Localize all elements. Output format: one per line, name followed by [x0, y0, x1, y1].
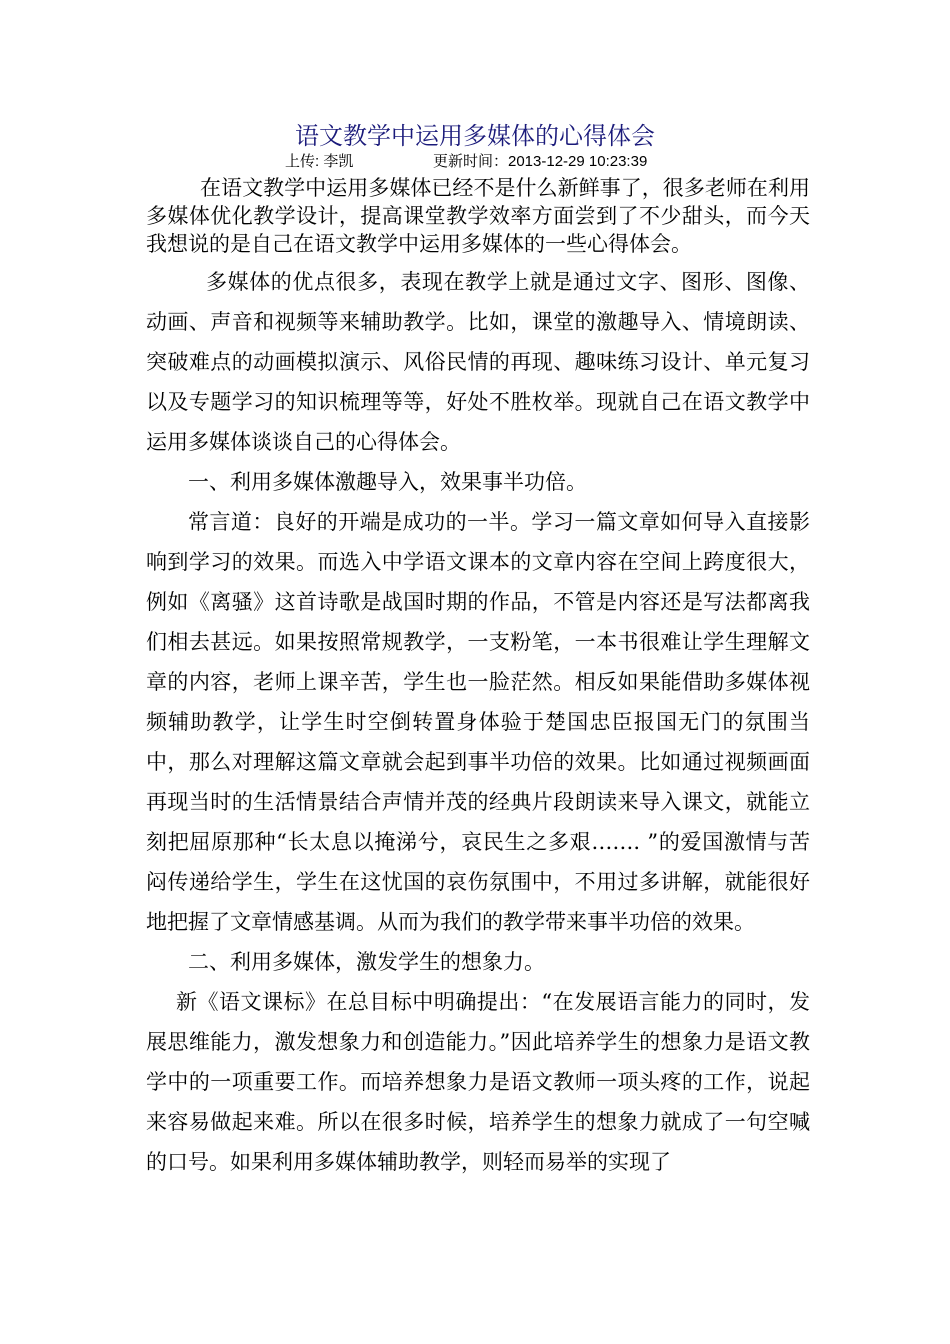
uploader-label: 上传: 李凯	[285, 153, 354, 170]
section-heading-2: 二、利用多媒体，激发学生的想象力。	[188, 950, 545, 974]
paragraph-advantages: 多媒体的优点很多，表现在教学上就是通过文字、图形、图像、动画、声音和视频等来辅助教学。比如，课堂的激趣导入、情境朗读、突破难点的动画模拟演示、风俗民情的再现、趣味练习设计、单元复习以及专题学习的知识梳理等等，好处不胜枚举。现就自己在语文教学中运用多媒体谈谈自己的心得体会。	[146, 270, 810, 454]
intro-paragraph: 在语文教学中运用多媒体已经不是什么新鲜事了，很多老师在利用多媒体优化教学设计，提高课堂教学效率方面尝到了不少甜头，而今天我想说的是自己在语文教学中运用多媒体的一些心得体会。	[146, 176, 810, 256]
document-meta	[285, 152, 647, 172]
section-heading-1: 一、利用多媒体激趣导入，效果事半功倍。	[188, 470, 587, 494]
updated-time: 更新时间：2013-12-29 10:23:39	[433, 153, 648, 170]
document-body	[146, 262, 810, 1182]
document-title: 语文教学中运用多媒体的心得体会	[295, 122, 655, 150]
paragraph-section-1: 常言道：良好的开端是成功的一半。学习一篇文章如何导入直接影响到学习的效果。而选入中学语文课本的文章内容在空间上跨度很大，例如《离骚》这首诗歌是战国时期的作品，不管是内容还是写法都离我们相去甚远。如果按照常规教学，一支粉笔，一本书很难让学生理解文章的内容，老师上课辛苦，学生也一脸茫然。相反如果能借助多媒体视频辅助教学，让学生时空倒转置身体验于楚国忠臣报国无门的氛围当中，那么对理解这篇文章就会起到事半功倍的效果。比如通过视频画面再现当时的生活情景结合声情并茂的经典片段朗读来导入课文，就能立刻把屈原那种“长太息以掩涕兮，哀民生之多艰……. ”的爱国激情与苦闷传递给学生，学生在这忧国的哀伤氛围中，不用过多讲解，就能很好地把握了文章情感基调。从而为我们的教学带来事半功倍的效果。	[146, 510, 810, 934]
paragraph-section-2: 新《语文课标》在总目标中明确提出：“在发展语言能力的同时，发展思维能力，激发想象力和创造能力。”因此培养学生的想象力是语文教学中的一项重要工作。而培养想象力是语文教师一项头疼的工作，说起来容易做起来难。所以在很多时候，培养学生的想象力就成了一句空喊的口号。如果利用多媒体辅助教学，则轻而易举的实现了	[146, 990, 810, 1174]
